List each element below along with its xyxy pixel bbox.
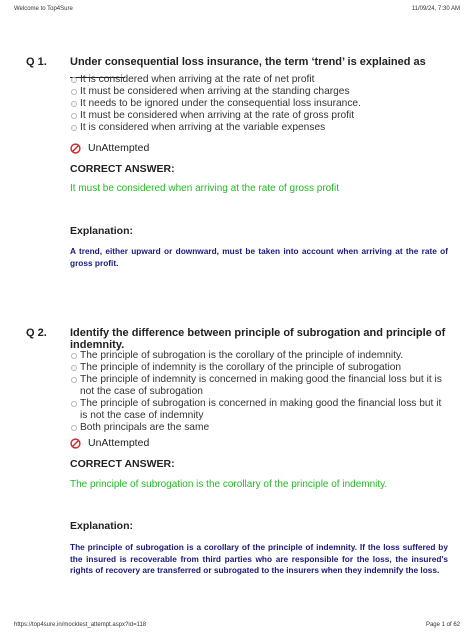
attempt-status: UnAttempted <box>70 437 149 449</box>
radio-icon[interactable] <box>71 377 77 383</box>
page-title: Welcome to Top4Sure <box>14 6 73 12</box>
option-item[interactable]: The principle of indemnity is concerned in making good the financial loss but it is not the case of subrogation <box>70 374 450 398</box>
page-number: Page 1 of 62 <box>425 622 460 628</box>
option-list <box>70 350 450 434</box>
ban-icon <box>70 143 81 154</box>
option-item[interactable]: It is considered when arriving at the rate of net profit <box>70 74 450 86</box>
option-item[interactable]: The principle of subrogation is concerned in making good the financial loss but it is not the case of indemnity <box>70 398 450 422</box>
radio-icon[interactable] <box>71 125 77 131</box>
option-item[interactable]: It must be considered when arriving at the rate of gross profit <box>70 110 450 122</box>
explanation-label: Explanation: <box>70 225 134 237</box>
radio-icon[interactable] <box>71 365 77 371</box>
radio-icon[interactable] <box>71 101 77 107</box>
option-item[interactable]: It must be considered when arriving at the standing charges <box>70 86 450 98</box>
print-datetime: 11/09/24, 7:30 AM <box>411 6 460 12</box>
page-footer <box>14 622 460 628</box>
ban-icon <box>70 438 81 449</box>
option-item[interactable]: The principle of indemnity is the corollary of the principle of subrogation <box>70 362 450 374</box>
explanation-text: A trend, either upward or downward, must be taken into account when arriving at the rate of gross profit. <box>70 246 448 268</box>
question-number: Q 2. <box>26 327 47 339</box>
option-item[interactable]: It needs to be ignored under the consequential loss insurance. <box>70 98 450 110</box>
option-item[interactable]: Both principals are the same <box>70 422 450 434</box>
radio-icon[interactable] <box>71 353 77 359</box>
attempt-status: UnAttempted <box>70 142 149 154</box>
radio-icon[interactable] <box>71 113 77 119</box>
radio-icon[interactable] <box>71 401 77 407</box>
explanation-label: Explanation: <box>70 520 134 532</box>
correct-answer-text: The principle of subrogation is the corollary of the principle of indemnity. <box>70 479 388 490</box>
question-text: Under consequential loss insurance, the term ‘trend’ is explained as <box>70 56 450 81</box>
option-item[interactable]: The principle of subrogation is the corollary of the principle of indemnity. <box>70 350 450 362</box>
page-header <box>14 6 460 12</box>
option-list <box>70 74 450 134</box>
radio-icon[interactable] <box>71 425 77 431</box>
correct-answer-label: CORRECT ANSWER: <box>70 163 175 175</box>
correct-answer-text: It must be considered when arriving at the rate of gross profit <box>70 183 340 194</box>
radio-icon[interactable] <box>71 77 77 83</box>
radio-icon[interactable] <box>71 89 77 95</box>
correct-answer-label: CORRECT ANSWER: <box>70 458 175 470</box>
option-item[interactable]: It is considered when arriving at the variable expenses <box>70 122 450 134</box>
page-url: https://top4sure.in/mocktest_attempt.aspx?id=118 <box>14 622 147 628</box>
question-text: Identify the difference between principle of subrogation and principle of indemnity. <box>70 327 446 351</box>
explanation-text: The principle of subrogation is a corollary of the principle of indemnity. If the loss suffered by the insured is recoverable from third parties who are responsible for the loss, the insured's rights of recovery are transferred or subrogated to the insurers when they indemnify the loss. <box>70 542 448 575</box>
question-number: Q 1. <box>26 56 47 68</box>
